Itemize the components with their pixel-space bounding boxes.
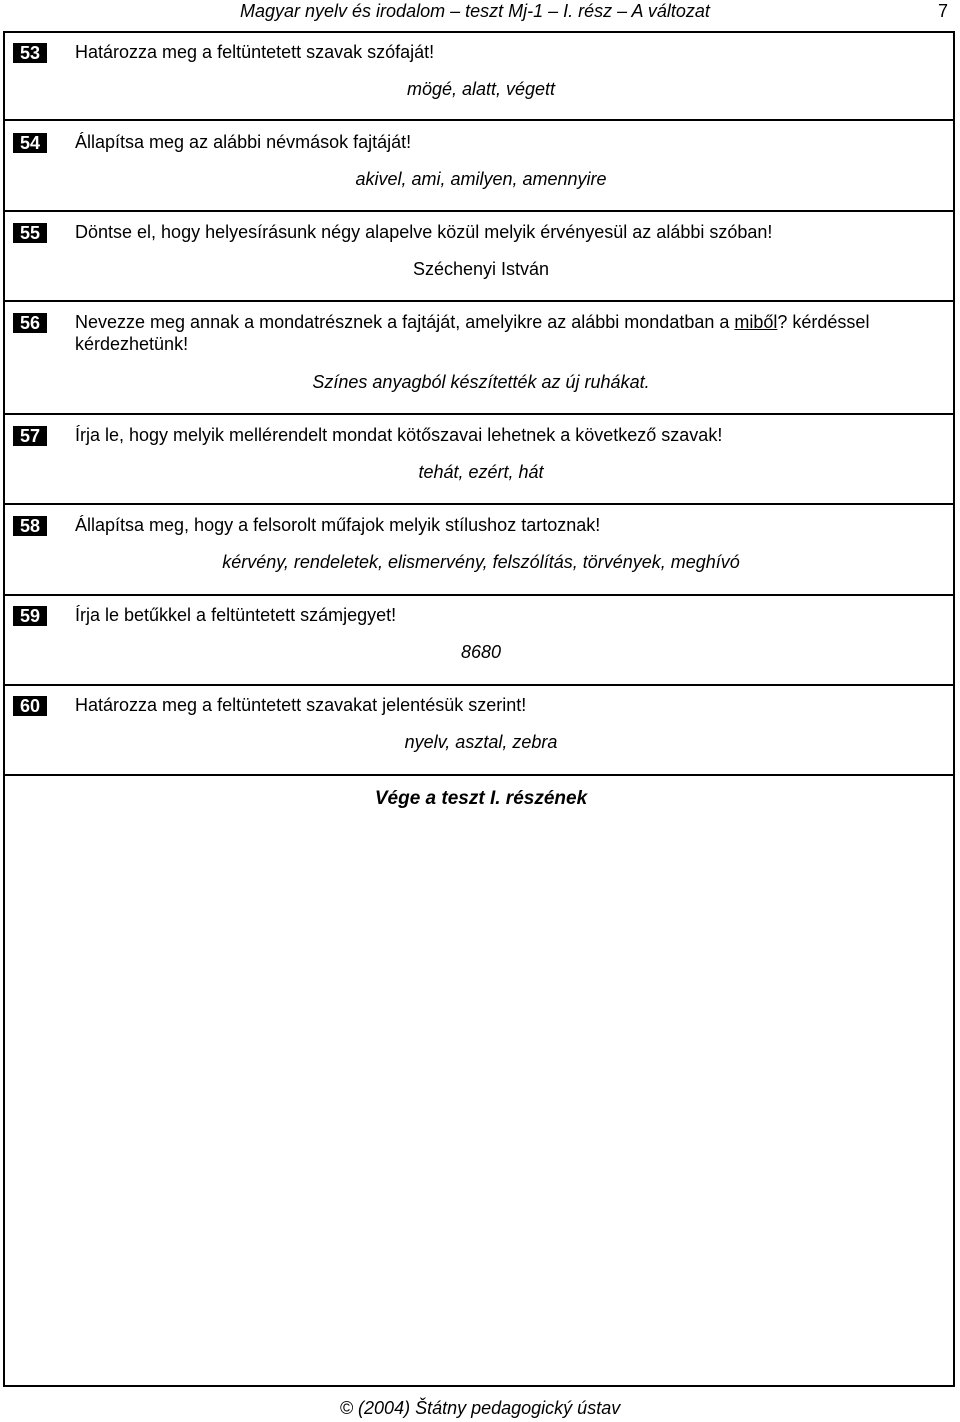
question-text: Írja le, hogy melyik mellérendelt mondat kötőszavai lehetnek a következő szavak!	[75, 425, 723, 445]
question-number: 56	[13, 313, 47, 333]
page-header	[0, 0, 960, 24]
question-sub: 8680	[460, 642, 502, 662]
divider	[5, 300, 953, 302]
question-text: Határozza meg a feltüntetett szavak szófaját!	[75, 42, 435, 62]
divider	[5, 503, 953, 505]
question-text	[75, 311, 935, 355]
question-sub: Széchenyi István	[412, 259, 550, 279]
divider	[5, 594, 953, 596]
question-sub: akivel, ami, amilyen, amennyire	[355, 169, 607, 189]
question-text-part: Nevezze meg annak a mondatrésznek a fajtáját, amelyikre az alábbi mondatban a	[75, 312, 735, 332]
divider	[5, 119, 953, 121]
question-number: 60	[13, 696, 47, 716]
question-text: Írja le betűkkel a feltüntetett számjegyet!	[75, 605, 397, 625]
question-text: Állapítsa meg, hogy a felsorolt műfajok melyik stílushoz tartoznak!	[75, 515, 601, 535]
question-sub: Színes anyagból készítették az új ruhákat.	[312, 372, 650, 392]
question-sub: kérvény, rendeletek, elismervény, felszólítás, törvények, meghívó	[222, 552, 740, 572]
question-number: 54	[13, 133, 47, 153]
divider	[5, 774, 953, 776]
question-text: Határozza meg a feltüntetett szavakat jelentésük szerint!	[75, 695, 527, 715]
questions-frame	[3, 31, 955, 1387]
divider	[5, 684, 953, 686]
header-title: Magyar nyelv és irodalom – teszt Mj-1 – I. rész – A változat	[240, 1, 710, 21]
question-sub: nyelv, asztal, zebra	[404, 732, 558, 752]
question-text: Állapítsa meg az alábbi névmások fajtáját!	[75, 132, 412, 152]
question-number: 58	[13, 516, 47, 536]
question-number: 59	[13, 606, 47, 626]
question-sub: mögé, alatt, végett	[406, 79, 556, 99]
question-number: 53	[13, 43, 47, 63]
copyright-footer: © (2004) Štátny pedagogický ústav	[339, 1398, 621, 1418]
end-of-part-text: Vége a teszt I. részének	[374, 788, 588, 809]
question-sub: tehát, ezért, hát	[418, 462, 544, 482]
question-text: Döntse el, hogy helyesírásunk négy alapelve közül melyik érvényesül az alábbi szóban!	[75, 222, 773, 242]
question-text-part: ? kérdéssel kérdezhetünk!	[75, 312, 870, 354]
divider	[5, 413, 953, 415]
page-number: 7	[938, 1, 949, 21]
underlined-word: miből	[734, 312, 778, 332]
question-number: 57	[13, 426, 47, 446]
question-number: 55	[13, 223, 47, 243]
divider	[5, 210, 953, 212]
